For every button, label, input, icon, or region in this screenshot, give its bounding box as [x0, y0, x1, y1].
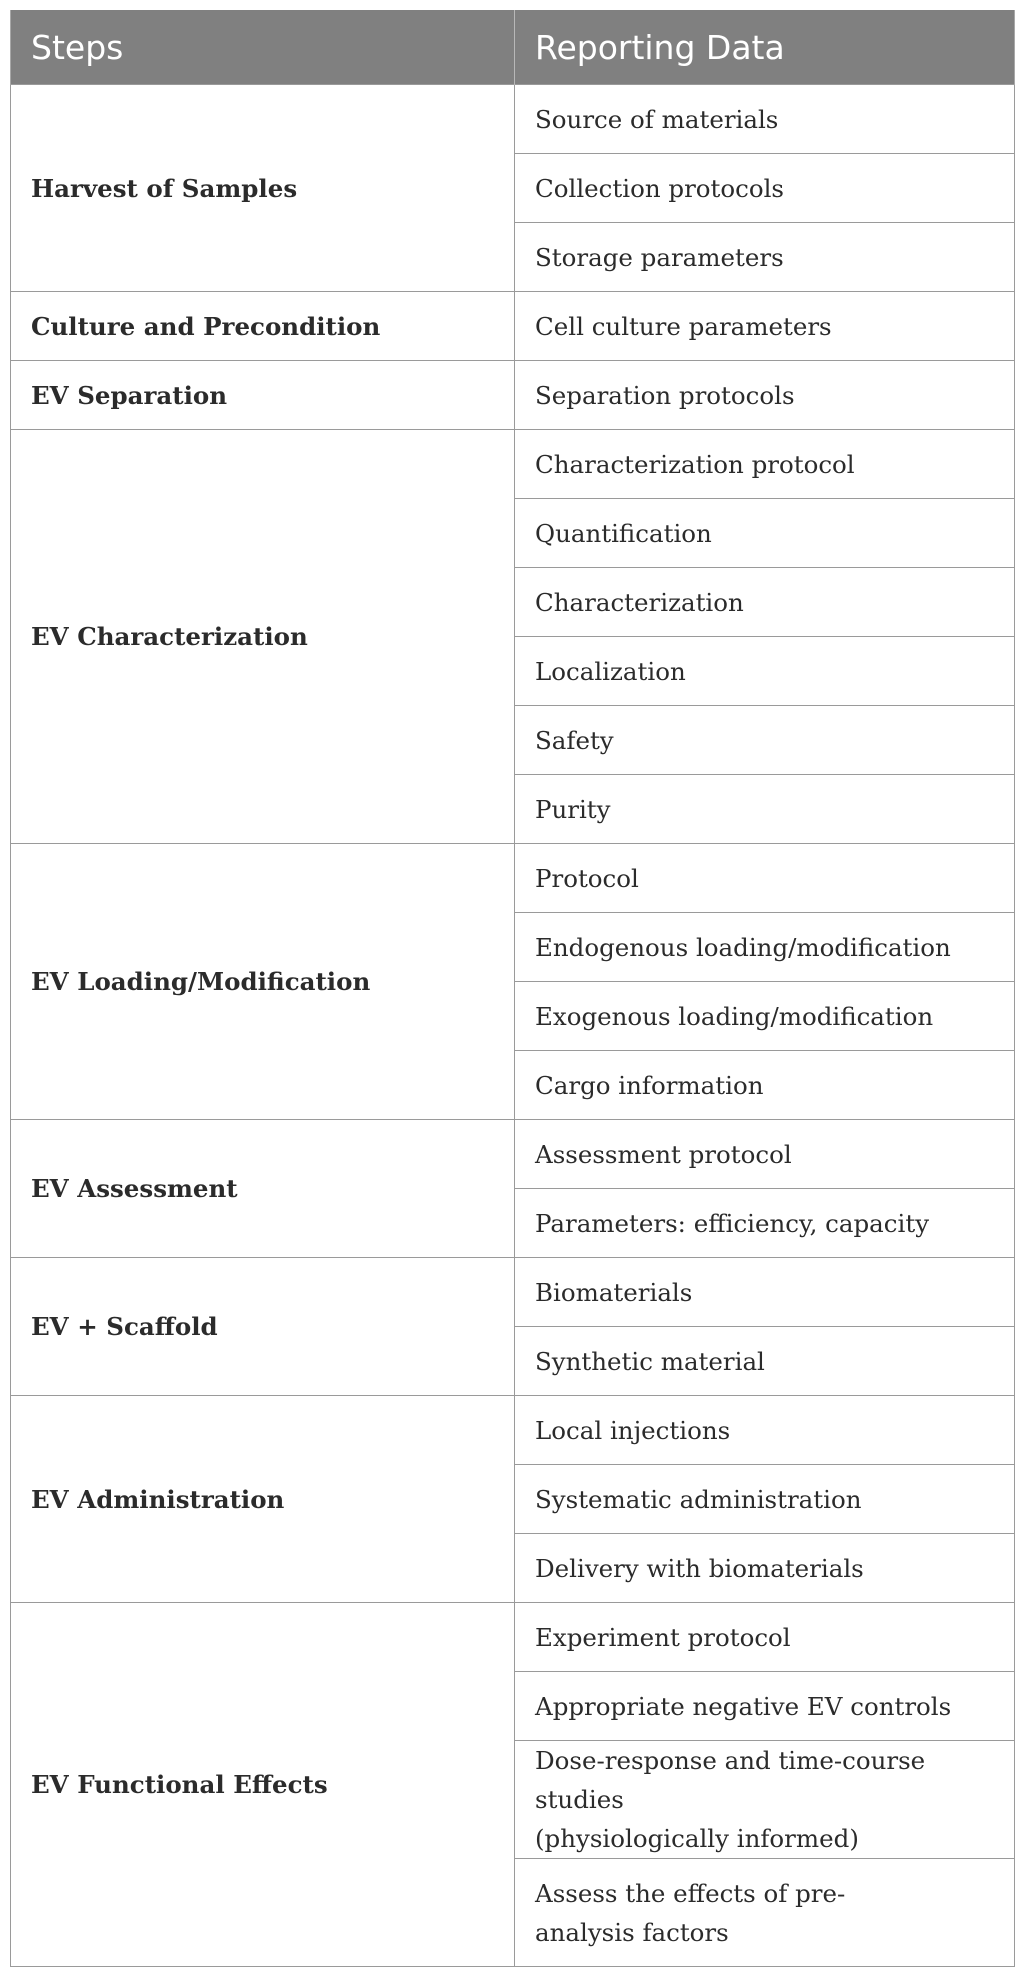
reporting-data-cell: Exogenous loading/modification: [515, 982, 1015, 1051]
reporting-data-cell: Endogenous loading/modification: [515, 913, 1015, 982]
reporting-data-cell: Protocol: [515, 844, 1015, 913]
reporting-data-cell: Localization: [515, 637, 1015, 706]
reporting-data-cell: Biomaterials: [515, 1258, 1015, 1327]
reporting-data-cell: Assessment protocol: [515, 1120, 1015, 1189]
reporting-data-cell: Assess the effects of pre- analysis factors: [515, 1859, 1015, 1967]
table-container: [10, 10, 1014, 1967]
reporting-data-cell: Synthetic material: [515, 1327, 1015, 1396]
table-body: [11, 85, 1015, 1967]
table-row: [11, 1258, 1015, 1327]
reporting-data-cell: Storage parameters: [515, 223, 1015, 292]
reporting-data-cell: Safety: [515, 706, 1015, 775]
reporting-data-cell: Separation protocols: [515, 361, 1015, 430]
header-steps: Steps: [11, 10, 515, 85]
step-cell: EV Characterization: [11, 430, 515, 844]
header-row: [11, 10, 1015, 85]
reporting-data-cell: Appropriate negative EV controls: [515, 1672, 1015, 1741]
step-cell: Culture and Precondition: [11, 292, 515, 361]
step-cell: EV Administration: [11, 1396, 515, 1603]
reporting-data-cell: Cargo information: [515, 1051, 1015, 1120]
reporting-data-cell: Dose-response and time-course studies (physiologically informed): [515, 1741, 1015, 1859]
reporting-data-cell: Systematic administration: [515, 1465, 1015, 1534]
reporting-table: [10, 10, 1015, 1967]
table-row: [11, 1120, 1015, 1189]
reporting-data-cell: Collection protocols: [515, 154, 1015, 223]
table-row: [11, 430, 1015, 499]
step-cell: EV Functional Effects: [11, 1603, 515, 1967]
table-row: [11, 1396, 1015, 1465]
step-cell: EV Separation: [11, 361, 515, 430]
reporting-data-cell: Delivery with biomaterials: [515, 1534, 1015, 1603]
reporting-data-cell: Characterization: [515, 568, 1015, 637]
header-reporting-data: Reporting Data: [515, 10, 1015, 85]
table-row: [11, 361, 1015, 430]
table-row: [11, 85, 1015, 154]
reporting-data-cell: Characterization protocol: [515, 430, 1015, 499]
reporting-data-cell: Local injections: [515, 1396, 1015, 1465]
step-cell: EV + Scaffold: [11, 1258, 515, 1396]
reporting-data-cell: Quantification: [515, 499, 1015, 568]
step-cell: Harvest of Samples: [11, 85, 515, 292]
reporting-data-cell: Cell culture parameters: [515, 292, 1015, 361]
reporting-data-cell: Source of materials: [515, 85, 1015, 154]
reporting-data-cell: Purity: [515, 775, 1015, 844]
table-row: [11, 292, 1015, 361]
step-cell: EV Loading/Modification: [11, 844, 515, 1120]
table-row: [11, 1603, 1015, 1672]
reporting-data-cell: Experiment protocol: [515, 1603, 1015, 1672]
reporting-data-cell: Parameters: efficiency, capacity: [515, 1189, 1015, 1258]
step-cell: EV Assessment: [11, 1120, 515, 1258]
table-row: [11, 844, 1015, 913]
